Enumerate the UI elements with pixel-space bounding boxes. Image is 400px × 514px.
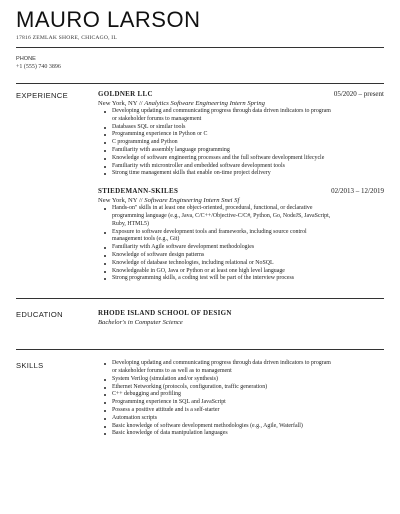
education-label: EDUCATION [16,310,63,320]
job-bullets [98,205,384,283]
bullet-item: Exposure to software development tools and frameworks, including source control [112,229,384,237]
skills-list [98,360,384,438]
skill-item: Basic knowledge of data manipulation languages [112,430,384,438]
bullet-item: Familiarity with microntroller and embedded software development tools [112,163,384,171]
bullet-item: Developing updating and communicating progress through data driven indicators to program [112,108,384,116]
bullet-item: Programming experience in Python or C [112,131,384,139]
skill-item: or stakeholder forums to as well as to management [112,367,232,374]
school-name: RHODE ISLAND SCHOOL OF DESIGN [98,309,232,318]
experience-label: EXPERIENCE [16,91,68,100]
company-name: STIEDEMANN-SKILES [98,187,179,196]
job-title: Analytics Software Engineering Intern Spring [144,100,265,107]
company-name: GOLDNER LLC [98,90,153,98]
phone-number: +1 (555) 740 3896 [16,64,61,70]
education-section [16,309,384,327]
job-title: Software Engineering Intern Snei Sf [144,197,240,205]
degree: Bachelor's in Computer Science [98,319,183,327]
skill-item: Automation scripts [112,415,384,423]
experience-divider [16,83,384,84]
bullet-item: Strong time management skills that enable on-time project delivery [112,170,384,178]
bullet-item: Hands-on" skills in at least one object-oriented, procedural, functional, or declarative [112,205,384,213]
job-entry [98,187,384,283]
header-divider [16,47,384,48]
job-location: New York, NY [98,100,138,107]
skills-label: SKILLS [16,361,44,371]
skill-item: Developing updating and communicating progress through data driven indicators to program [112,360,384,368]
skill-item: Basic knowledge of software development methodologies (e.g., Agile, Waterfall) [112,423,384,431]
skill-item: Possess a positive attitude and is a self-starter [112,407,384,415]
job-separator: // [137,100,145,107]
bullet-item: Knowledge of software design patterns [112,252,384,260]
address: 17816 ZEMLAK SHORE, CHICAGO, IL [16,35,117,41]
candidate-name: MAURO LARSON [16,7,201,32]
experience-section [16,90,384,283]
bullet-item: Knowledge of software engineering processes and the full software development lifecycle [112,155,384,163]
job-dates: 02/2013 – 12/2019 [331,187,384,196]
phone-label: PHONE [16,56,36,62]
bullet-item: Familiarity with Agile software development methodologies [112,244,384,252]
job-location: New York, NY [98,197,138,205]
bullet-item: programming language (e.g., Java, C/C++/Objective-C/C#, Python, Go, NodeJS, JavaScript, [112,212,331,219]
bullet-item: Knowledge of database technologies, including relational or NoSQL [112,260,384,268]
skills-section [16,360,384,438]
skill-item: Programming experience in SQL and JavaScript [112,399,384,407]
bullet-item: C programming and Python [112,139,384,147]
job-dates: 05/2020 – present [333,90,384,98]
job-bullets [98,108,384,178]
skill-item: C++ debugging and profiling [112,391,384,399]
job-entry [98,90,384,178]
education-divider [16,298,384,299]
skills-divider [16,349,384,350]
bullet-item: Familiarity with assembly language programming [112,147,384,155]
skill-item: System Verilog (simulation and/or synthesis) [112,376,384,384]
bullet-item: Strong programming skills, a coding test will be part of the interview process [112,275,384,283]
bullet-item: Ruby, HTML5) [112,220,149,227]
bullet-item: or stakeholder forums to management [112,115,202,122]
bullet-item: Databases SQL or similar tools [112,124,384,132]
bullet-item: management tools (e.g., Git) [112,236,180,243]
job-separator: // [137,197,145,205]
skill-item: Ethernet Networking (protocols, configuration, traffic generation) [112,384,384,392]
bullet-item: Knowledgeable in GO, Java or Python or at least one high level language [112,268,384,276]
